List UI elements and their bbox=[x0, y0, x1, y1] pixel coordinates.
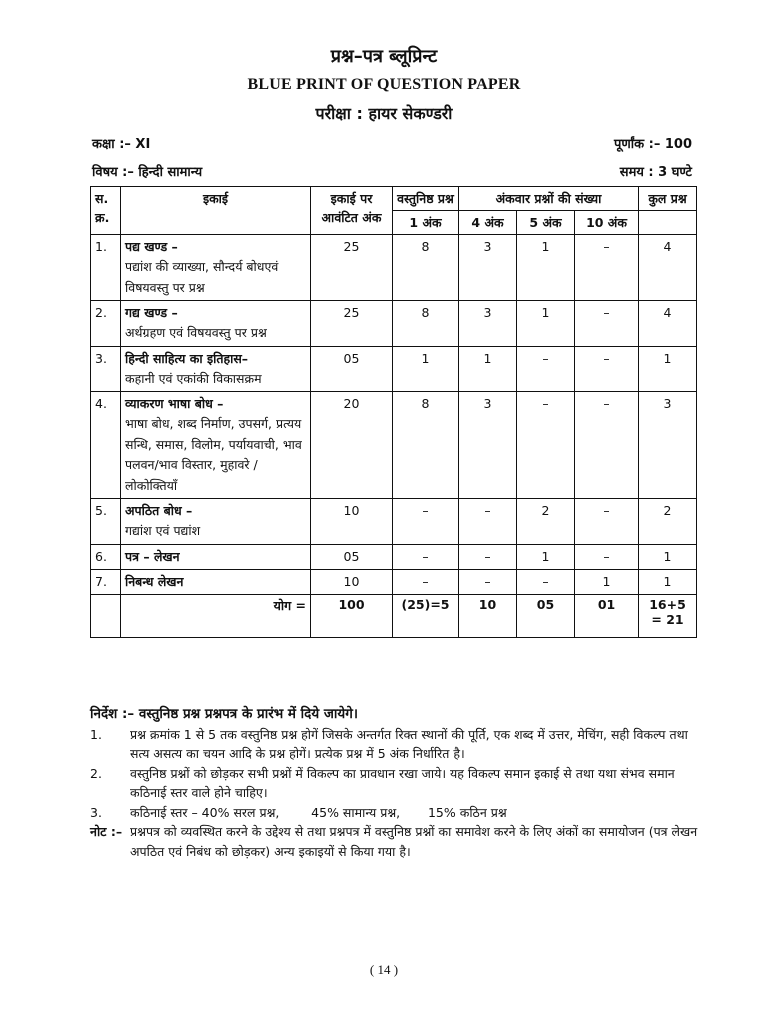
class-label: कक्षा :– XI bbox=[92, 137, 151, 152]
row-sno: 2. bbox=[91, 301, 121, 347]
row-4-mark: 3 bbox=[459, 235, 517, 301]
unit-title: गद्य खण्ड – bbox=[125, 305, 178, 320]
row-4-mark: – bbox=[459, 569, 517, 594]
instruction-item bbox=[90, 803, 700, 823]
instruction-item bbox=[90, 764, 700, 803]
instruction-number: 3. bbox=[90, 804, 102, 820]
row-sno: 6. bbox=[91, 544, 121, 569]
total-objective: (25)=5 bbox=[393, 594, 459, 637]
row-total: 1 bbox=[639, 544, 697, 569]
row-4-mark: – bbox=[459, 544, 517, 569]
unit-description: भाषा बोध, शब्द निर्माण, उपसर्ग, प्रत्यय सन्धि, समास, विलोम, पर्यायवाची, भाव पलवन/भाव विस्तार, मुहावरे /लोकोक्तियाँ bbox=[125, 416, 302, 493]
header-1-mark: 1 अंक bbox=[393, 211, 459, 235]
unit-description: पद्यांश की व्याख्या, सौन्दर्य बोधएवं विषयवस्तु पर प्रश्न bbox=[125, 259, 279, 295]
header-marks: इकाई पर आवंटित अंक bbox=[311, 187, 393, 235]
row-sno: 1. bbox=[91, 235, 121, 301]
page-number: ( 14 ) bbox=[369, 962, 399, 977]
unit-title: हिन्दी साहित्य का इतिहास– bbox=[125, 350, 249, 366]
row-objective: – bbox=[393, 499, 459, 545]
time-label: समय : 3 घण्टे bbox=[619, 165, 692, 180]
row-marks: 10 bbox=[311, 499, 393, 545]
row-total: 1 bbox=[639, 569, 697, 594]
row-total: 4 bbox=[639, 235, 697, 301]
row-marks: 25 bbox=[311, 301, 393, 347]
row-unit bbox=[121, 392, 311, 499]
row-objective: 8 bbox=[393, 301, 459, 347]
table-row bbox=[91, 346, 697, 392]
row-4-mark: 1 bbox=[459, 346, 517, 392]
document-title-english: BLUE PRINT OF QUESTION PAPER bbox=[247, 76, 521, 93]
row-sno: 5. bbox=[91, 499, 121, 545]
row-5-mark: 1 bbox=[517, 301, 575, 347]
row-marks: 05 bbox=[311, 544, 393, 569]
table-row bbox=[91, 499, 697, 545]
total-label: योग = bbox=[121, 594, 311, 637]
row-sno: 7. bbox=[91, 569, 121, 594]
row-unit bbox=[121, 346, 311, 392]
row-10-mark: – bbox=[575, 346, 639, 392]
total-4-mark: 10 bbox=[459, 594, 517, 637]
row-10-mark: 1 bbox=[575, 569, 639, 594]
row-4-mark: 3 bbox=[459, 392, 517, 499]
header-5-mark: 5 अंक bbox=[517, 211, 575, 235]
row-10-mark: – bbox=[575, 301, 639, 347]
row-10-mark: – bbox=[575, 544, 639, 569]
table-row bbox=[91, 544, 697, 569]
row-total: 3 bbox=[639, 392, 697, 499]
unit-title: व्याकरण भाषा बोध – bbox=[125, 396, 224, 411]
row-sno: 3. bbox=[91, 346, 121, 392]
instruction-number: 1. bbox=[90, 726, 102, 742]
total-marks: 100 bbox=[311, 594, 393, 637]
instruction-item bbox=[90, 725, 700, 764]
header-total: कुल प्रश्न bbox=[639, 187, 697, 211]
note-block bbox=[90, 822, 700, 861]
table-row bbox=[91, 301, 697, 347]
row-5-mark: 1 bbox=[517, 544, 575, 569]
header-unit: इकाई bbox=[121, 187, 311, 235]
row-objective: 1 bbox=[393, 346, 459, 392]
instruction-text: कठिनाई स्तर – 40% सरल प्रश्न, 45% सामान्य प्रश्न, 15% कठिन प्रश्न bbox=[130, 804, 507, 820]
max-marks: पूर्णांक :– 100 bbox=[613, 137, 692, 152]
unit-title: पत्र – लेखन bbox=[125, 548, 180, 564]
unit-title: अपठित बोध – bbox=[125, 503, 193, 518]
table-row bbox=[91, 569, 697, 594]
total-questions: 16+5 = 21 bbox=[639, 594, 697, 637]
total-10-mark: 01 bbox=[575, 594, 639, 637]
unit-description: गद्यांश एवं पद्यांश bbox=[125, 523, 201, 538]
row-5-mark: 2 bbox=[517, 499, 575, 545]
row-marks: 20 bbox=[311, 392, 393, 499]
row-10-mark: – bbox=[575, 392, 639, 499]
exam-name: परीक्षा : हायर सेकण्डरी bbox=[315, 104, 453, 123]
row-unit bbox=[121, 544, 311, 569]
row-objective: – bbox=[393, 544, 459, 569]
row-marks: 25 bbox=[311, 235, 393, 301]
row-5-mark: – bbox=[517, 392, 575, 499]
row-total: 2 bbox=[639, 499, 697, 545]
table-header-row bbox=[91, 187, 697, 211]
instruction-number: 2. bbox=[90, 765, 102, 781]
table-row bbox=[91, 235, 697, 301]
header-sno: स. क्र. bbox=[91, 187, 121, 235]
header-objective: वस्तुनिष्ठ प्रश्न bbox=[393, 187, 459, 211]
blueprint-table bbox=[90, 186, 697, 638]
row-5-mark: – bbox=[517, 346, 575, 392]
document-title-hindi: प्रश्न–पत्र ब्लूप्रिन्ट bbox=[330, 46, 438, 67]
row-objective: – bbox=[393, 569, 459, 594]
total-5-mark: 05 bbox=[517, 594, 575, 637]
header-markwise: अंकवार प्रश्नों की संख्या bbox=[459, 187, 639, 211]
total-blank bbox=[91, 594, 121, 637]
row-objective: 8 bbox=[393, 235, 459, 301]
instructions-heading: निर्देश :– वस्तुनिष्ठ प्रश्न प्रश्नपत्र के प्रारंभ में दिये जायेगे। bbox=[90, 706, 358, 722]
row-4-mark: – bbox=[459, 499, 517, 545]
row-marks: 10 bbox=[311, 569, 393, 594]
note-label: नोट :– bbox=[90, 824, 123, 839]
row-marks: 05 bbox=[311, 346, 393, 392]
header-total-blank bbox=[639, 211, 697, 235]
unit-description: कहानी एवं एकांकी विकासक्रम bbox=[125, 370, 262, 386]
header-4-mark: 4 अंक bbox=[459, 211, 517, 235]
row-sno: 4. bbox=[91, 392, 121, 499]
unit-title: निबन्ध लेखन bbox=[125, 573, 184, 589]
subject-label: विषय :– हिन्दी सामान्य bbox=[92, 165, 203, 180]
row-unit bbox=[121, 235, 311, 301]
table-total-row bbox=[91, 594, 697, 637]
row-total: 4 bbox=[639, 301, 697, 347]
instruction-text: प्रश्न क्रमांक 1 से 5 तक वस्तुनिष्ठ प्रश्न होगें जिसके अन्तर्गत रिक्त स्थानों की पूर्ति, एक शब्द में उत्तर, मेचिंग, सही विकल्प तथा सत्य असत्य का चयन आदि के प्रश्न होगें। प्रत्येक प्रश्न में 5 अंक निर्धारित है। bbox=[130, 726, 692, 761]
instructions-block bbox=[90, 705, 700, 861]
row-10-mark: – bbox=[575, 499, 639, 545]
row-total: 1 bbox=[639, 346, 697, 392]
row-unit bbox=[121, 499, 311, 545]
note-text: प्रश्नपत्र को व्यवस्थित करने के उद्देश्य से तथा प्रश्नपत्र में वस्तुनिष्ठ प्रश्नों का समावेश करने के लिए अंकों का समायोजन (पत्र लेखन अपठित एवं निबंध को छोड़कर) अन्य इकाइयों से किया गया है। bbox=[130, 824, 698, 859]
header-10-mark: 10 अंक bbox=[575, 211, 639, 235]
row-5-mark: – bbox=[517, 569, 575, 594]
row-unit bbox=[121, 301, 311, 347]
unit-description: अर्थग्रहण एवं विषयवस्तु पर प्रश्न bbox=[125, 325, 267, 340]
row-10-mark: – bbox=[575, 235, 639, 301]
unit-title: पद्य खण्ड – bbox=[125, 239, 178, 254]
instruction-text: वस्तुनिष्ठ प्रश्नों को छोड़कर सभी प्रश्नों में विकल्प का प्रावधान रखा जाये। यह विकल्प समान इकाई से तथा यथा संभव समान कठिनाई स्तर वाले होने चाहिए। bbox=[130, 765, 679, 800]
row-objective: 8 bbox=[393, 392, 459, 499]
table-body bbox=[91, 235, 697, 638]
table-row bbox=[91, 392, 697, 499]
row-5-mark: 1 bbox=[517, 235, 575, 301]
row-unit bbox=[121, 569, 311, 594]
row-4-mark: 3 bbox=[459, 301, 517, 347]
